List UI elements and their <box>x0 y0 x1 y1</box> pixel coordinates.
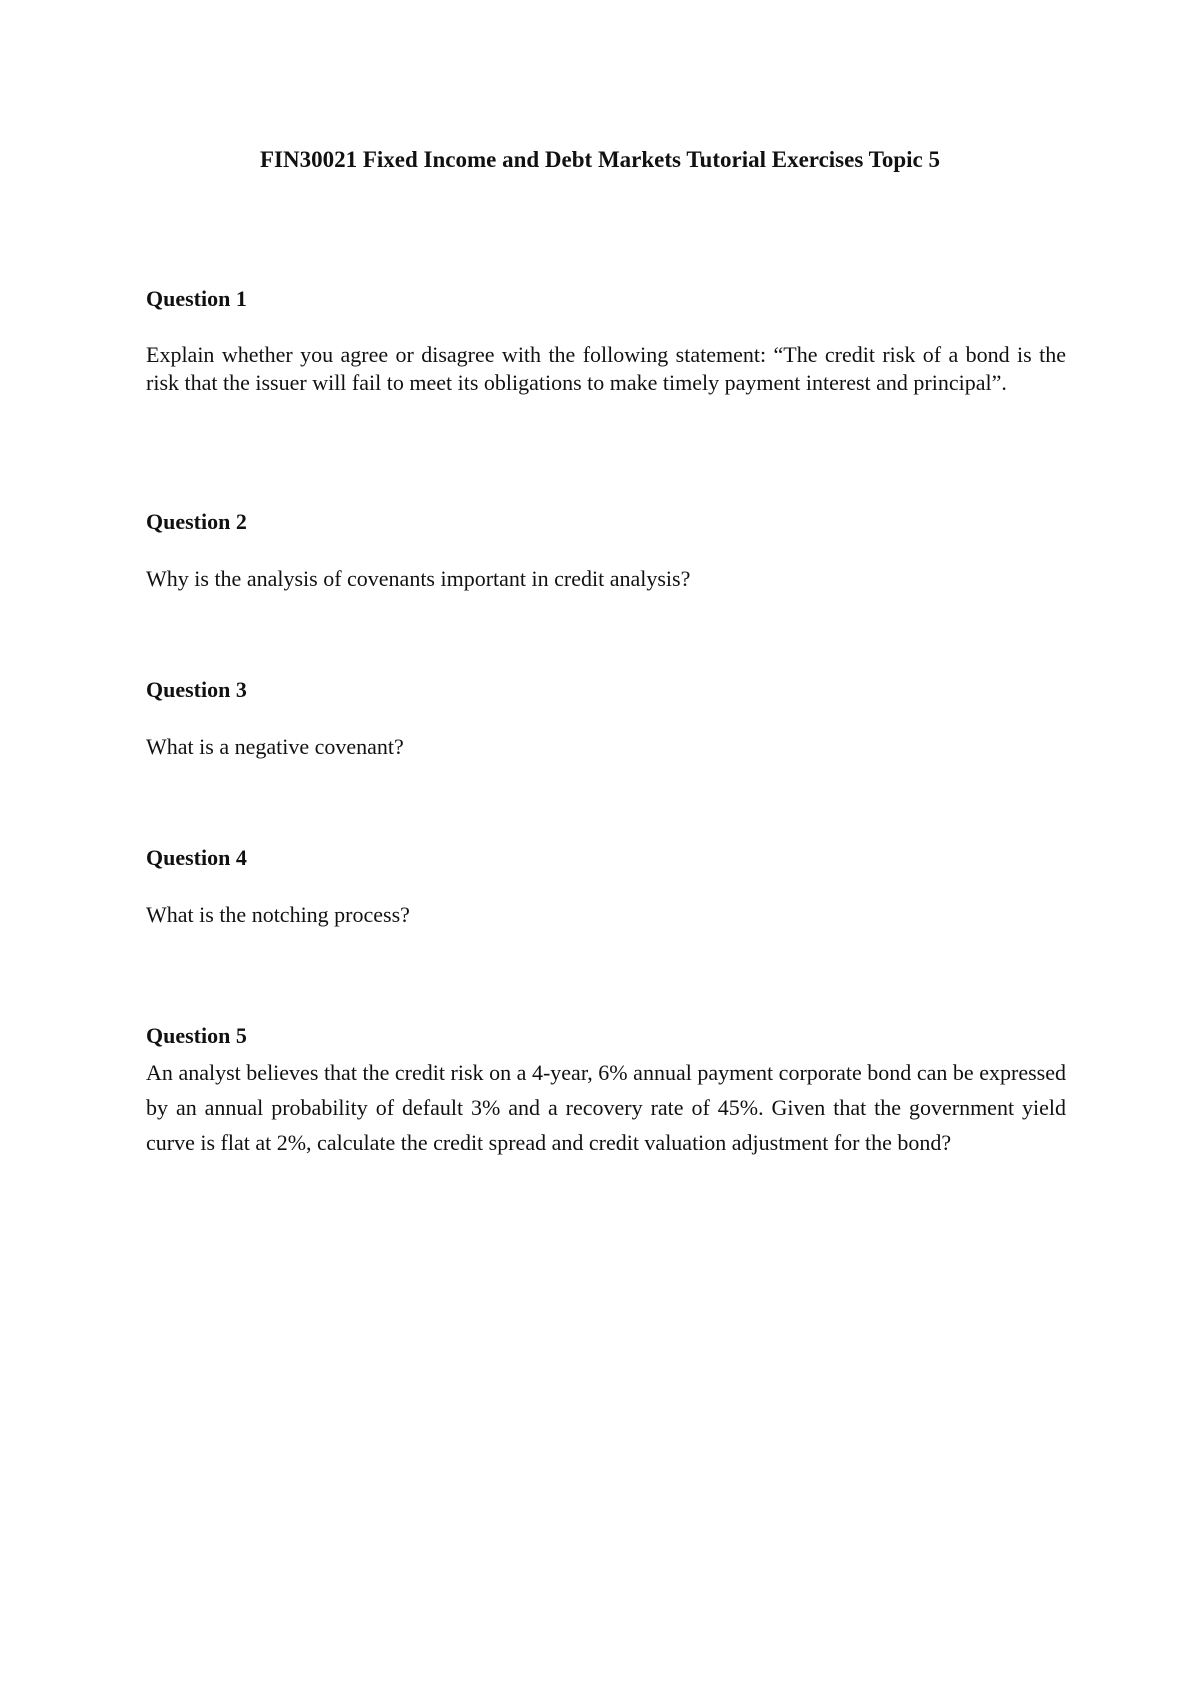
question-3-text: What is a negative covenant? <box>146 734 404 759</box>
question-5-text: An analyst believes that the credit risk on a 4-year, 6% annual payment corporate bond can be expressed by an annual probability of default 3% and a recovery rate of 45%. Given that the government yield curve is flat at 2%, calculate the credit spread and credit valuation adjustment for the bond? <box>146 1060 1066 1155</box>
question-3-heading: Question 3 <box>146 677 247 702</box>
question-1-heading: Question 1 <box>146 286 247 311</box>
question-1-text: Explain whether you agree or disagree with the following statement: “The credit risk of a bond is the risk that the issuer will fail to meet its obligations to make timely payment interest and principal”. <box>146 342 1066 395</box>
question-4-heading: Question 4 <box>146 845 247 870</box>
question-2-heading: Question 2 <box>146 509 247 534</box>
question-2-text: Why is the analysis of covenants important in credit analysis? <box>146 566 691 591</box>
question-5-heading: Question 5 <box>146 1023 247 1048</box>
question-4-text: What is the notching process? <box>146 902 410 927</box>
document-title: FIN30021 Fixed Income and Debt Markets Tutorial Exercises Topic 5 <box>259 147 940 172</box>
